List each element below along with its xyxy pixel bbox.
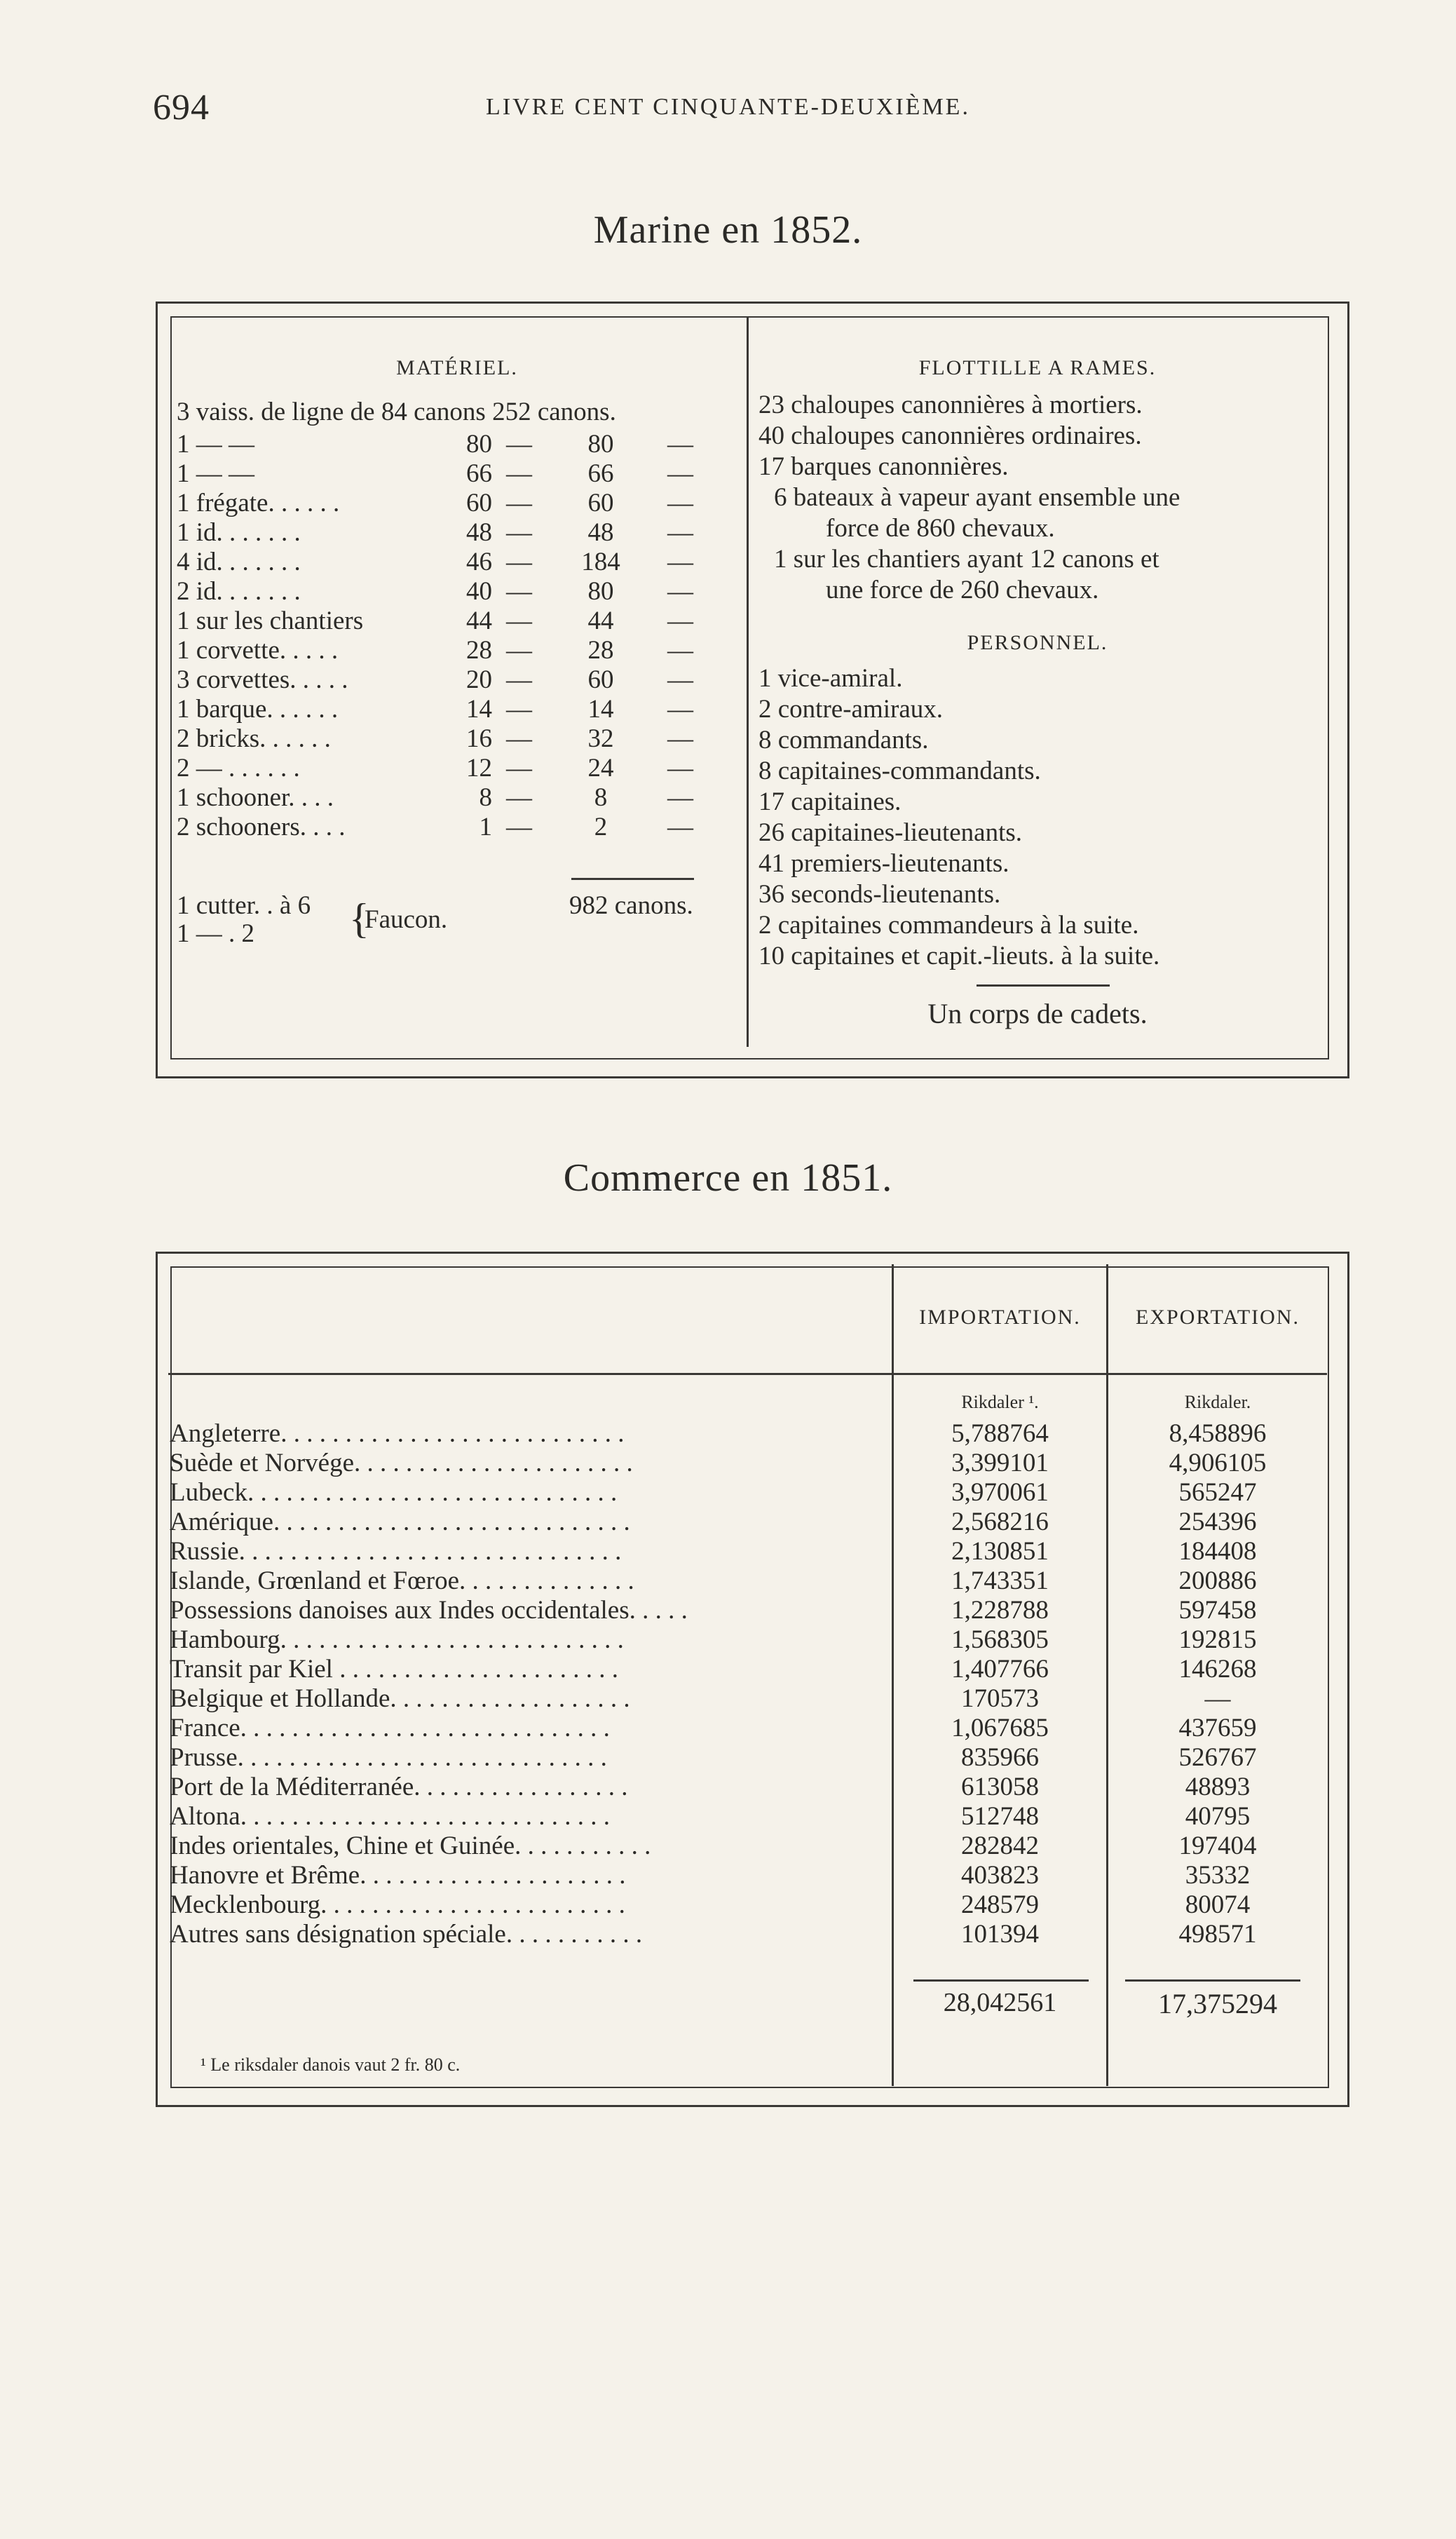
materiel-row-guns: 60 (466, 489, 492, 517)
materiel-row-dash: — (667, 489, 693, 517)
country-name: Mecklenbourg. . . . . . . . . . . . . . . . . . . . . . . . (170, 1890, 625, 1919)
country-name: Hambourg. . . . . . . . . . . . . . . . . . . . . . . . . . . (170, 1625, 624, 1654)
materiel-row-canons: 2 (594, 813, 608, 841)
materiel-row-canons: 80 (587, 430, 614, 459)
import-value: 1,228788 (951, 1596, 1049, 1625)
table-row (170, 1713, 1327, 1741)
table-row (170, 1419, 1327, 1447)
import-value: 613058 (961, 1773, 1039, 1801)
export-value: 80074 (1185, 1890, 1251, 1919)
export-value: 35332 (1185, 1861, 1251, 1890)
materiel-row-canons: 28 (587, 636, 614, 665)
materiel-row-dash: — (667, 459, 693, 488)
import-value: 512748 (961, 1802, 1039, 1831)
materiel-row-dash: — (506, 724, 532, 753)
export-value: 197404 (1178, 1832, 1257, 1860)
export-value: — (1204, 1684, 1231, 1713)
materiel-row-canons: 32 (587, 724, 614, 753)
country-name: Autres sans désignation spéciale. . . . . . . . . . . (170, 1920, 643, 1949)
cutter-line-1: 1 cutter. . à 6 (177, 891, 311, 920)
personnel-line: 2 capitaines commandeurs à la suite. (758, 911, 1139, 940)
export-value: 498571 (1178, 1920, 1257, 1949)
export-value: 4,906105 (1169, 1449, 1267, 1477)
materiel-row-guns: 12 (466, 754, 492, 783)
table-row (170, 1595, 1327, 1623)
materiel-row-dash: — (667, 636, 693, 665)
table-row (170, 1684, 1327, 1712)
import-value: 282842 (961, 1832, 1039, 1860)
export-value: 192815 (1178, 1625, 1257, 1654)
flottille-line: 23 chaloupes canonnières à mortiers. (758, 391, 1143, 419)
materiel-row-guns: 66 (466, 459, 492, 488)
export-value: 526767 (1178, 1743, 1257, 1772)
cutter-line-2: 1 — . 2 (177, 919, 254, 948)
commerce-title: Commerce en 1851. (563, 1156, 893, 1200)
materiel-row-dash: — (667, 695, 693, 724)
country-name: Possessions danoises aux Indes occidentales. . . . . (170, 1596, 688, 1625)
materiel-row-guns: 28 (466, 636, 492, 665)
table-row (170, 1742, 1327, 1770)
table-row (170, 1536, 1327, 1564)
materiel-total-rule (571, 878, 694, 880)
marine-column-divider (747, 318, 749, 1047)
personnel-line: 41 premiers-lieutenants. (758, 849, 1009, 878)
flottille-line: 17 barques canonnières. (758, 452, 1009, 481)
table-row (170, 1507, 1327, 1535)
materiel-row-dash: — (667, 518, 693, 547)
personnel-line: 1 vice-amiral. (758, 664, 903, 693)
running-header: LIVRE CENT CINQUANTE-DEUXIÈME. (486, 94, 970, 120)
import-total-rule (913, 1979, 1089, 1982)
materiel-row-label: 4 id. . . . . . . (177, 548, 301, 576)
materiel-row-dash: — (506, 665, 532, 694)
materiel-row-dash: — (506, 577, 532, 606)
materiel-row-dash: — (667, 607, 693, 635)
country-name: Islande, Grœnland et Fœroe. . . . . . . . . . . . . . (170, 1566, 634, 1595)
table-row (170, 1890, 1327, 1918)
country-name: Suède et Norvége. . . . . . . . . . . . . . . . . . . . . . (170, 1449, 633, 1477)
country-name: Transit par Kiel . . . . . . . . . . . . . . . . . . . . . . (170, 1655, 618, 1684)
personnel-heading: PERSONNEL. (967, 631, 1108, 654)
table-row (170, 1772, 1327, 1800)
personnel-line: 26 capitaines-lieutenants. (758, 818, 1023, 847)
table-row (170, 1919, 1327, 1947)
cadets-line: Un corps de cadets. (927, 998, 1148, 1029)
materiel-row-dash: — (667, 724, 693, 753)
import-value: 101394 (961, 1920, 1039, 1949)
materiel-row-label: 1 sur les chantiers (177, 607, 364, 635)
import-value: 1,568305 (951, 1625, 1049, 1654)
materiel-row-dash: — (506, 754, 532, 783)
materiel-row-canons: 66 (587, 459, 614, 488)
materiel-row-guns: 1 (479, 813, 492, 841)
export-total-rule (1125, 1979, 1300, 1982)
country-name: France. . . . . . . . . . . . . . . . . . . . . . . . . . . . . (170, 1714, 610, 1742)
materiel-row-guns: 46 (466, 548, 492, 576)
materiel-row-dash: — (506, 548, 532, 576)
materiel-row-canons: 44 (587, 607, 614, 635)
materiel-row-dash: — (506, 813, 532, 841)
import-value: 835966 (961, 1743, 1039, 1772)
materiel-row-canons: 184 (581, 548, 620, 576)
flottille-line: force de 860 chevaux. (826, 514, 1055, 543)
cadets-rule (977, 984, 1110, 987)
country-name: Lubeck. . . . . . . . . . . . . . . . . . . . . . . . . . . . . (170, 1478, 618, 1507)
export-value: 597458 (1178, 1596, 1257, 1625)
page-number: 694 (153, 88, 210, 128)
materiel-row-dash: — (506, 783, 532, 812)
materiel-row-guns: 40 (466, 577, 492, 606)
table-row (170, 1625, 1327, 1653)
import-value: 2,130851 (951, 1537, 1049, 1566)
personnel-line: 17 capitaines. (758, 787, 902, 816)
materiel-row-canons: 60 (587, 489, 614, 517)
export-value: 40795 (1185, 1802, 1251, 1831)
materiel-row-canons: 60 (587, 665, 614, 694)
import-unit: Rikdaler ¹. (961, 1392, 1039, 1412)
materiel-row-canons: 8 (594, 783, 608, 812)
marine-title: Marine en 1852. (593, 208, 863, 252)
import-value: 403823 (961, 1861, 1039, 1890)
materiel-row-canons: 24 (587, 754, 614, 783)
materiel-heading: MATÉRIEL. (396, 356, 518, 379)
country-name: Amérique. . . . . . . . . . . . . . . . . . . . . . . . . . . . (170, 1508, 630, 1536)
materiel-row-dash: — (667, 430, 693, 459)
materiel-row-guns: 44 (466, 607, 492, 635)
import-value: 1,743351 (951, 1566, 1049, 1595)
materiel-row-label: 3 corvettes. . . . . (177, 665, 348, 694)
import-value: 3,970061 (951, 1478, 1049, 1507)
materiel-row-label: 1 barque. . . . . . (177, 695, 339, 724)
personnel-line: 36 seconds-lieutenants. (758, 880, 1001, 909)
flottille-heading: FLOTTILLE A RAMES. (918, 356, 1157, 379)
materiel-row-guns: 8 (479, 783, 492, 812)
table-row (170, 1654, 1327, 1682)
export-value: 254396 (1178, 1508, 1257, 1536)
import-value: 1,067685 (951, 1714, 1049, 1742)
export-total: 17,375294 (1158, 1988, 1277, 2019)
materiel-row-label: 1 — — (177, 430, 254, 459)
personnel-line: 8 commandants. (758, 726, 929, 754)
materiel-row-label: 1 schooner. . . . (177, 783, 334, 812)
footnote: ¹ Le riksdaler danois vaut 2 fr. 80 c. (200, 2054, 461, 2075)
materiel-row-guns: 14 (466, 695, 492, 724)
materiel-row-dash: — (506, 430, 532, 459)
country-name: Altona. . . . . . . . . . . . . . . . . . . . . . . . . . . . . (170, 1802, 610, 1831)
export-value: 437659 (1178, 1714, 1257, 1742)
materiel-row-dash: — (667, 665, 693, 694)
flottille-line: une force de 260 chevaux. (826, 576, 1099, 604)
materiel-row-label: 2 bricks. . . . . . (177, 724, 331, 753)
materiel-row-dash: — (506, 518, 532, 547)
country-name: Indes orientales, Chine et Guinée. . . . . . . . . . . (170, 1832, 651, 1860)
materiel-row-canons: 80 (587, 577, 614, 606)
country-name: Prusse. . . . . . . . . . . . . . . . . . . . . . . . . . . . . (170, 1743, 607, 1772)
materiel-row-dash: — (506, 695, 532, 724)
import-total: 28,042561 (943, 1988, 1057, 2017)
export-value: 146268 (1178, 1655, 1257, 1684)
import-value: 2,568216 (951, 1508, 1049, 1536)
materiel-row-label: 1 corvette. . . . . (177, 636, 339, 665)
materiel-row-label: 1 frégate. . . . . . (177, 489, 340, 517)
materiel-row-canons: 48 (587, 518, 614, 547)
table-row (170, 1801, 1327, 1829)
table-row (170, 1831, 1327, 1859)
export-column-header: EXPORTATION. (1136, 1306, 1300, 1329)
flottille-line: 1 sur les chantiers ayant 12 canons et (774, 545, 1159, 574)
materiel-row-label: 2 — . . . . . . (177, 754, 300, 783)
materiel-row-guns: 80 (466, 430, 492, 459)
flottille-line: 6 bateaux à vapeur ayant ensemble une (774, 483, 1181, 512)
import-value: 3,399101 (951, 1449, 1049, 1477)
materiel-row-guns: 48 (466, 518, 492, 547)
materiel-row-canons: 14 (587, 695, 614, 724)
export-value: 48893 (1185, 1773, 1251, 1801)
materiel-row-guns: 16 (466, 724, 492, 753)
personnel-line: 8 capitaines-commandants. (758, 757, 1041, 785)
export-unit: Rikdaler. (1184, 1392, 1251, 1412)
table-row (170, 1448, 1327, 1476)
country-name: Port de la Méditerranée. . . . . . . . . . . . . . . . . (170, 1773, 628, 1801)
materiel-row-label: 2 schooners. . . . (177, 813, 346, 841)
materiel-row-label: 1 id. . . . . . . (177, 518, 301, 547)
materiel-row-dash: — (506, 607, 532, 635)
table-row (170, 1477, 1327, 1505)
materiel-row-guns: 20 (466, 665, 492, 694)
materiel-total: 982 canons. (569, 891, 693, 920)
country-name: Russie. . . . . . . . . . . . . . . . . . . . . . . . . . . . . . (170, 1537, 622, 1566)
import-column-header: IMPORTATION. (919, 1306, 1081, 1329)
export-value: 184408 (1178, 1537, 1257, 1566)
personnel-line: 10 capitaines et capit.-lieuts. à la suite. (758, 942, 1160, 970)
export-value: 200886 (1178, 1566, 1257, 1595)
materiel-row-dash: — (667, 754, 693, 783)
materiel-first-line: 3 vaiss. de ligne de 84 canons 252 canons. (177, 398, 616, 426)
import-value: 1,407766 (951, 1655, 1049, 1684)
materiel-row-dash: — (667, 577, 693, 606)
export-value: 565247 (1178, 1478, 1257, 1507)
faucon-label: Faucon. (365, 905, 448, 934)
materiel-row-dash: — (506, 636, 532, 665)
country-name: Hanovre et Brême. . . . . . . . . . . . . . . . . . . . . (170, 1861, 626, 1890)
materiel-row-dash: — (506, 489, 532, 517)
country-name: Angleterre. . . . . . . . . . . . . . . . . . . . . . . . . . . (170, 1419, 625, 1448)
flottille-line: 40 chaloupes canonnières ordinaires. (758, 421, 1142, 450)
import-value: 170573 (961, 1684, 1039, 1713)
materiel-row-label: 1 — — (177, 459, 254, 488)
materiel-row-label: 2 id. . . . . . . (177, 577, 301, 606)
personnel-line: 2 contre-amiraux. (758, 695, 943, 724)
commerce-header-rule (168, 1373, 1327, 1375)
import-value: 5,788764 (951, 1419, 1049, 1448)
materiel-row-dash: — (667, 783, 693, 812)
country-name: Belgique et Hollande. . . . . . . . . . . . . . . . . . . (170, 1684, 630, 1713)
import-value: 248579 (961, 1890, 1039, 1919)
materiel-row-dash: — (667, 548, 693, 576)
materiel-row-dash: — (506, 459, 532, 488)
materiel-row-dash: — (667, 813, 693, 841)
export-value: 8,458896 (1169, 1419, 1267, 1448)
brace-glyph: { (349, 895, 369, 942)
table-row (170, 1860, 1327, 1888)
table-row (170, 1566, 1327, 1594)
